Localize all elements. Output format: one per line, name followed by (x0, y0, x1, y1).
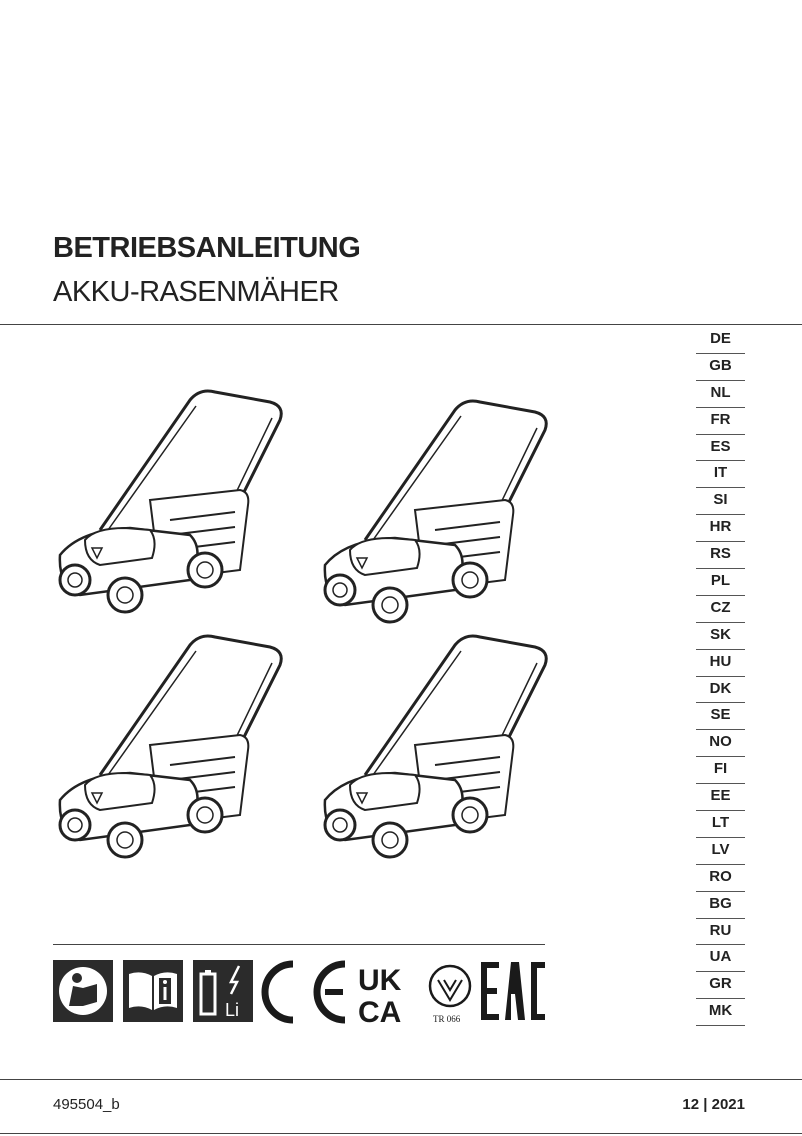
language-item-bg: BG (696, 892, 745, 919)
language-item-ee: EE (696, 784, 745, 811)
language-item-es: ES (696, 435, 745, 462)
language-item-de: DE (696, 327, 745, 354)
language-item-gr: GR (696, 972, 745, 999)
certification-icons (53, 958, 545, 1024)
language-item-rs: RS (696, 542, 745, 569)
language-item-cz: CZ (696, 596, 745, 623)
language-item-fi: FI (696, 757, 745, 784)
mower-illustrations (40, 380, 580, 880)
language-item-gb: GB (696, 354, 745, 381)
svg-text:UK: UK (358, 964, 402, 997)
divider-footer (0, 1079, 802, 1080)
language-item-ru: RU (696, 919, 745, 946)
language-item-ro: RO (696, 865, 745, 892)
mower-illustration-1 (60, 391, 281, 612)
language-item-se: SE (696, 703, 745, 730)
language-item-sk: SK (696, 623, 745, 650)
language-item-lt: LT (696, 811, 745, 838)
language-item-fr: FR (696, 408, 745, 435)
publication-date: 12 | 2021 (682, 1096, 745, 1113)
svg-text:CA: CA (358, 996, 402, 1024)
mower-illustration-3 (60, 636, 281, 857)
divider-top (0, 324, 802, 325)
language-item-pl: PL (696, 569, 745, 596)
language-item-si: SI (696, 488, 745, 515)
mower-illustration-4 (325, 636, 546, 857)
language-item-it: IT (696, 461, 745, 488)
ukca-mark-icon (358, 964, 402, 1024)
manual-subtitle: AKKU-RASENMÄHER (53, 276, 339, 308)
li-battery-icon (193, 960, 253, 1022)
divider-bottom (0, 1133, 802, 1134)
svg-text:TR 066: TR 066 (433, 1014, 461, 1024)
language-list (696, 327, 745, 1026)
language-item-lv: LV (696, 838, 745, 865)
document-number: 495504_b (53, 1096, 120, 1113)
svg-text:Li: Li (225, 1000, 240, 1020)
language-item-ua: UA (696, 945, 745, 972)
language-item-hu: HU (696, 650, 745, 677)
divider-icons (53, 944, 545, 945)
language-item-dk: DK (696, 677, 745, 704)
language-item-hr: HR (696, 515, 745, 542)
language-item-no: NO (696, 730, 745, 757)
info-book-icon (123, 960, 183, 1022)
manual-title: BETRIEBSANLEITUNG (53, 232, 361, 264)
language-item-mk: MK (696, 999, 745, 1026)
read-manual-icon (53, 960, 113, 1022)
eac-mark-icon (481, 962, 545, 1020)
tr066-mark-icon (430, 966, 470, 1024)
language-item-nl: NL (696, 381, 745, 408)
mower-illustration-2 (325, 401, 546, 622)
ce-mark-icon (265, 964, 345, 1020)
